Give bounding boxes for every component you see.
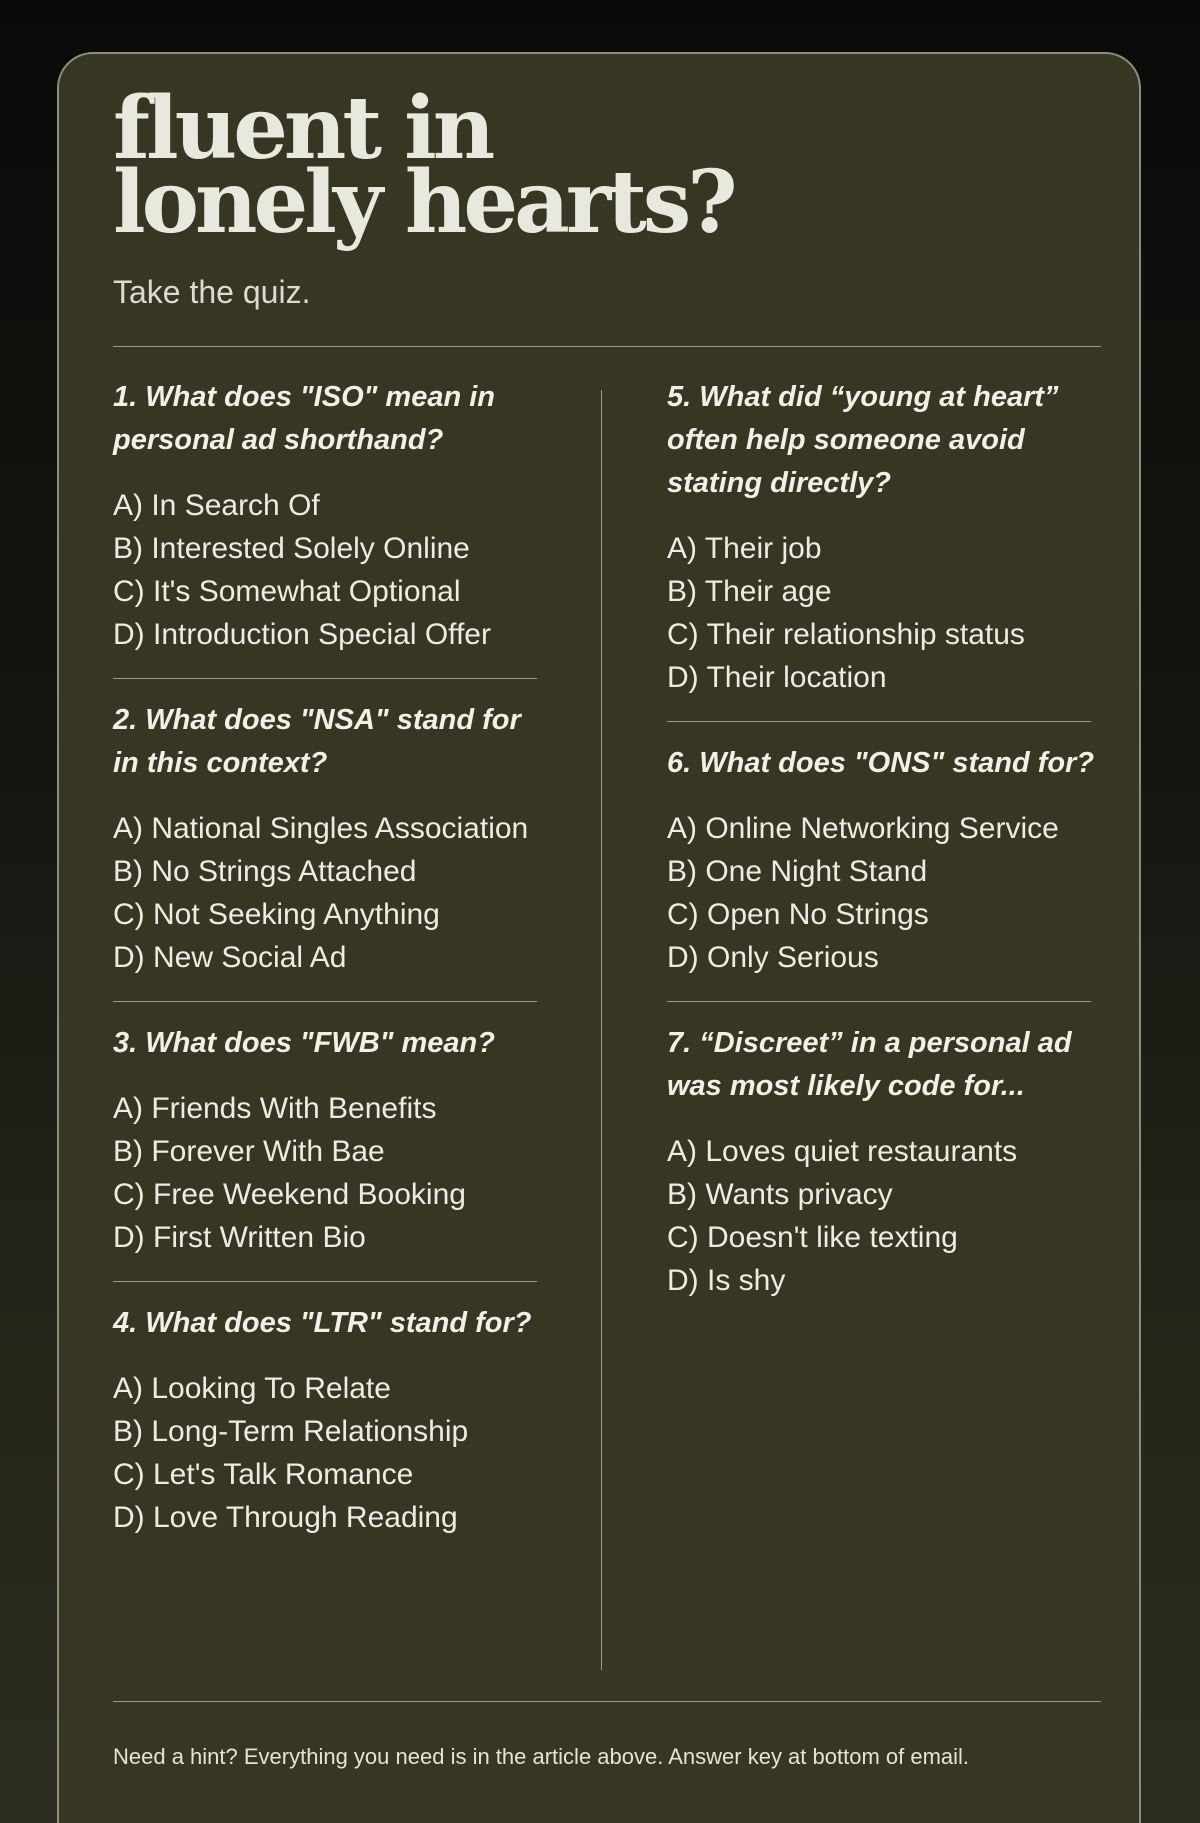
question-divider (667, 721, 1091, 722)
column-divider (601, 390, 602, 1670)
question-title: 2. What does "NSA" stand for in this context? (113, 704, 521, 779)
answer-option: B) Long-Term Relationship (113, 1415, 469, 1448)
answer-option: B) Their age (667, 575, 832, 608)
answer-options (667, 807, 1097, 979)
answer-options (113, 1367, 543, 1539)
question-3 (113, 1022, 543, 1259)
answer-option: D) First Written Bio (113, 1221, 366, 1254)
question-5 (667, 376, 1097, 699)
question-4 (113, 1302, 543, 1539)
answer-options (113, 484, 543, 656)
question-2 (113, 699, 543, 979)
answer-option: A) Their job (667, 532, 822, 565)
answer-option: D) New Social Ad (113, 941, 347, 974)
question-title: 1. What does "ISO" mean in personal ad shorthand? (113, 381, 496, 456)
answer-option: B) Interested Solely Online (113, 532, 470, 565)
questions-column-right (667, 376, 1097, 1302)
answer-option: A) Friends With Benefits (113, 1092, 437, 1125)
quiz-title-line-2: lonely hearts? (113, 152, 734, 253)
question-1 (113, 376, 543, 656)
question-divider (667, 1001, 1091, 1002)
answer-option: D) Is shy (667, 1264, 786, 1297)
question-title: 4. What does "LTR" stand for? (113, 1307, 532, 1339)
answer-option: A) Online Networking Service (667, 812, 1059, 845)
questions-column-left (113, 376, 543, 1539)
quiz-card (57, 52, 1141, 1823)
question-divider (113, 678, 537, 679)
answer-option: A) National Singles Association (113, 812, 529, 845)
quiz-title (113, 78, 734, 253)
answer-options (113, 1087, 543, 1259)
answer-option: C) Doesn't like texting (667, 1221, 958, 1254)
answer-option: B) Forever With Bae (113, 1135, 385, 1168)
answer-option: A) In Search Of (113, 489, 320, 522)
footer-divider (113, 1701, 1101, 1702)
question-divider (113, 1001, 537, 1002)
answer-options (667, 527, 1097, 699)
question-6 (667, 742, 1097, 979)
question-7 (667, 1022, 1097, 1302)
answer-option: C) Free Weekend Booking (113, 1178, 466, 1211)
answer-option: B) No Strings Attached (113, 855, 417, 888)
header-divider (113, 346, 1101, 347)
hint-text: Need a hint? Everything you need is in the article above. Answer key at bottom of email. (113, 1744, 970, 1769)
answer-option: C) Open No Strings (667, 898, 929, 931)
answer-options (667, 1130, 1097, 1302)
question-title: 3. What does "FWB" mean? (113, 1027, 495, 1059)
answer-option: D) Only Serious (667, 941, 879, 974)
answer-option: C) It's Somewhat Optional (113, 575, 461, 608)
answer-option: D) Love Through Reading (113, 1501, 458, 1534)
answer-option: A) Loves quiet restaurants (667, 1135, 1018, 1168)
question-title: 6. What does "ONS" stand for? (667, 747, 1095, 779)
answer-option: B) Wants privacy (667, 1178, 893, 1211)
answer-option: D) Introduction Special Offer (113, 618, 491, 651)
quiz-subtitle: Take the quiz. (113, 274, 311, 310)
question-title: 5. What did “young at heart” often help someone avoid stating directly? (667, 381, 1059, 499)
answer-option: C) Let's Talk Romance (113, 1458, 414, 1491)
answer-option: C) Not Seeking Anything (113, 898, 440, 931)
answer-option: C) Their relationship status (667, 618, 1025, 651)
answer-option: A) Looking To Relate (113, 1372, 391, 1405)
quiz-title-line-1: fluent in (113, 78, 492, 179)
question-title: 7. “Discreet” in a personal ad was most likely code for... (667, 1027, 1072, 1102)
answer-option: D) Their location (667, 661, 887, 694)
answer-option: B) One Night Stand (667, 855, 928, 888)
question-divider (113, 1281, 537, 1282)
answer-options (113, 807, 543, 979)
